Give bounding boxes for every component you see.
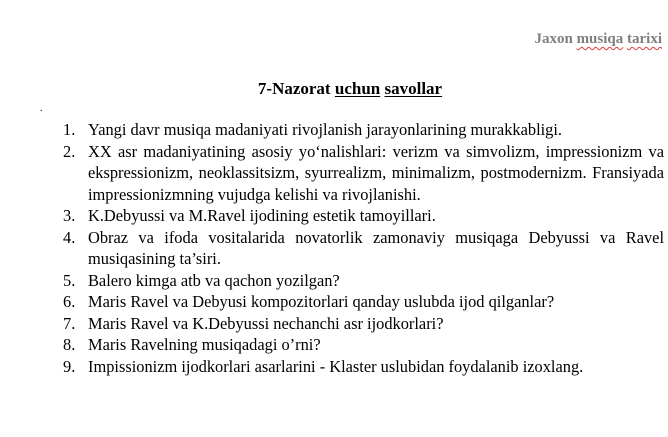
list-item — [0, 205, 664, 227]
list-item-text: Balero kimga atb va qachon yozilgan? — [88, 270, 340, 290]
list-item-number: 4. — [63, 227, 76, 247]
page-title — [0, 79, 668, 99]
list-item-text: Maris Ravel va Debyusi kompozitorlari qanday uslubda ijod qilganlar? — [88, 292, 555, 311]
list-item — [0, 141, 664, 206]
list-item-number: 2. — [63, 141, 76, 161]
list-item-text: K.Debyussi va M.Ravel ijodining estetik tamoyillari. — [88, 206, 436, 225]
list-item — [0, 334, 664, 356]
header-word-jaxon: Jaxon — [534, 31, 573, 47]
list-item-text: XX asr madaniyatining asosiy yo‘nalishlari: verizm va simvolizm, impressionizm va ekspressionizm, neoklassitsizm, syurrealizm, minimalizm, postmodernizm. Fransiyada impressionizmning vujudga kelishi va rivojlanishi. — [88, 141, 664, 204]
list-item-number: 6. — [63, 292, 76, 311]
list-item — [0, 291, 664, 313]
list-item-number: 8. — [63, 335, 76, 354]
list-item-text: Impissionizm ijodkorlari asarlarini - Klaster uslubidan foydalanib izoxlang. — [88, 356, 584, 376]
header-word-musiqa: musiqa — [576, 31, 624, 47]
list-item-text: Maris Ravel va K.Debyussi nechanchi asr ijodkorlari? — [88, 313, 444, 333]
header-word-tarixi: tarixi — [627, 31, 662, 47]
question-list — [0, 119, 664, 377]
list-item-number: 3. — [63, 206, 76, 225]
list-item-number: 1. — [63, 120, 76, 139]
stray-bullet-dot: . — [40, 103, 43, 114]
list-item-number: 7. — [63, 313, 76, 333]
list-item-text: Maris Ravelning musiqadagi o’rni? — [88, 335, 321, 354]
list-item — [0, 119, 664, 141]
title-word-uchun: uchun — [334, 79, 381, 98]
title-prefix: 7-Nazorat — [257, 79, 331, 98]
list-item-number: 5. — [63, 270, 76, 290]
list-item — [0, 356, 664, 378]
page-header — [534, 31, 662, 48]
list-item — [0, 227, 664, 270]
list-item-text: Obraz va ifoda vositalarida novatorlik zamonaviy musiqaga Debyussi va Ravel musiqasining ta’siri. — [88, 227, 664, 268]
list-item-text: Yangi davr musiqa madaniyati rivojlanish jarayonlarining murakkabligi. — [88, 120, 563, 139]
title-word-savollar: savollar — [384, 79, 443, 98]
list-item — [0, 313, 664, 335]
list-item — [0, 270, 664, 292]
list-item-number: 9. — [63, 356, 76, 376]
